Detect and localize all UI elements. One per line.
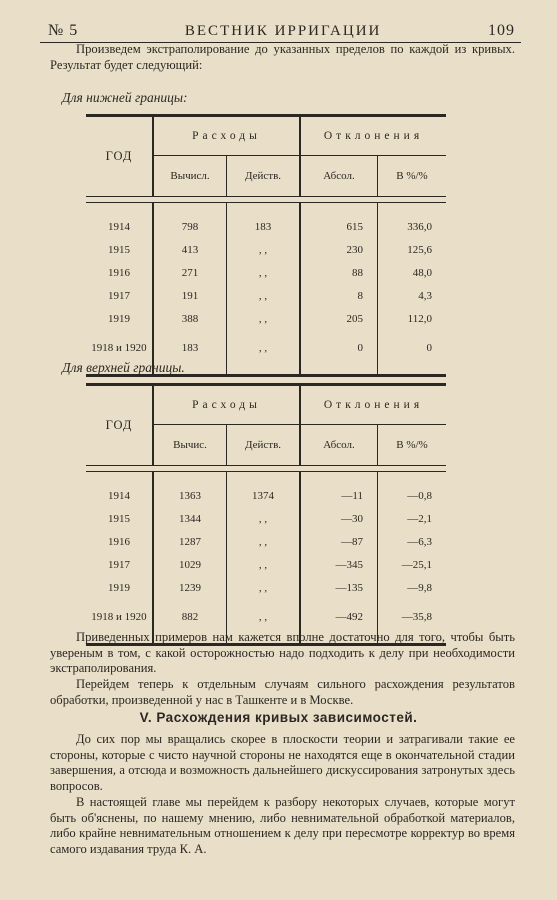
year-cell: 1916 <box>86 261 153 284</box>
percent-header: В %/% <box>396 439 428 451</box>
percent-cell: 0 <box>426 342 432 354</box>
year-cell: 1914 <box>86 215 153 238</box>
page-header <box>48 14 515 40</box>
actual-cell: , , <box>227 284 301 307</box>
percent-cell: —2,1 <box>407 512 432 525</box>
computed-header: Вычис. <box>153 425 227 466</box>
computed-cell: 183 <box>153 330 227 366</box>
absolute-cell: 8 <box>300 284 378 307</box>
computed-cell: 388 <box>153 307 227 330</box>
absolute-cell: —135 <box>300 576 378 599</box>
computed-cell: 798 <box>153 215 227 238</box>
absolute-cell: —11 <box>300 484 378 507</box>
intro-paragraph: Произведем экстраполирование до указанных пределов по каждой из кривых. Результат будет следующий: <box>50 42 515 72</box>
year-cell: 1915 <box>86 507 153 530</box>
year-cell: 1914 <box>86 484 153 507</box>
year-cell: 1918 и 1920 <box>86 599 153 635</box>
actual-cell: 183 <box>227 215 301 238</box>
absolute-header: Абсол. <box>300 156 378 197</box>
table-row <box>86 576 446 599</box>
year-cell: 1917 <box>86 553 153 576</box>
transition-paragraph: Перейдем теперь к отдельным случаям сильного расхождения результатов обработки, произведенной у нас в Ташкенте и в Москве. <box>50 677 515 707</box>
table-row <box>86 307 446 330</box>
year-cell: 1915 <box>86 238 153 261</box>
computed-cell: 1029 <box>153 553 227 576</box>
table-row <box>86 238 446 261</box>
journal-title: ВЕСТНИК ИРРИГАЦИИ <box>184 23 382 39</box>
actual-cell: , , <box>227 507 301 530</box>
year-cell: 1919 <box>86 576 153 599</box>
computed-cell: 1287 <box>153 530 227 553</box>
percent-cell: —35,8 <box>401 611 432 623</box>
table-row <box>86 215 446 238</box>
upper-bound-caption: Для верхней границы. <box>62 360 185 375</box>
lower-bound-table <box>86 114 446 377</box>
issue-number: № 5 <box>48 22 79 39</box>
actual-cell: , , <box>227 553 301 576</box>
absolute-cell: —87 <box>300 530 378 553</box>
year-header: ГОД <box>86 116 153 197</box>
absolute-cell: 230 <box>300 238 378 261</box>
percent-cell: 336,0 <box>407 220 432 233</box>
actual-cell: , , <box>227 599 301 635</box>
deviations-header: Отклонения <box>300 385 446 425</box>
year-cell: 1918 и 1920 <box>86 330 153 366</box>
table-row <box>86 530 446 553</box>
table-row <box>86 507 446 530</box>
actual-header: Действ. <box>227 156 301 197</box>
conclusion-paragraph: Приведенных примеров нам кажется вполне достаточно для того, чтобы быть увереным в том, с какой осторожностью надо подходить к делу при необходимости экстраполирования. <box>50 630 515 675</box>
percent-cell: 4,3 <box>418 289 432 302</box>
percent-header: В %/% <box>396 170 428 182</box>
computed-cell: 1363 <box>153 484 227 507</box>
absolute-cell: —30 <box>300 507 378 530</box>
computed-cell: 882 <box>153 599 227 635</box>
percent-cell: —25,1 <box>401 558 432 571</box>
computed-cell: 191 <box>153 284 227 307</box>
actual-cell: , , <box>227 576 301 599</box>
percent-cell: 112,0 <box>407 312 432 325</box>
actual-cell: , , <box>227 261 301 284</box>
chapter-paragraph-2: В настоящей главе мы перейдем к разбору некоторых случаев, которые могут быть об'яснены, по нашему мнению, либо невнимательной обработкой материалов, либо крайне невнимательным отношением к делу при пересмотре корректур во время самого издавания труда К. А. <box>50 795 515 856</box>
lower-bound-caption: Для нижней границы: <box>62 90 188 105</box>
table-row <box>86 484 446 507</box>
computed-cell: 1239 <box>153 576 227 599</box>
actual-cell: , , <box>227 307 301 330</box>
absolute-cell: 88 <box>300 261 378 284</box>
chapter-paragraph-1: До сих пор мы вращались скорее в плоскости теории и затрагивали такие ее стороны, которые с чисто научной стороны не находятся еще в окончательной стадии завершения, а отсюда и возможность дальнейшего дискуссирования затронутых здесь вопросов. <box>50 732 515 793</box>
percent-cell: —9,8 <box>407 581 432 594</box>
year-header: ГОД <box>86 385 153 466</box>
absolute-cell: 615 <box>300 215 378 238</box>
absolute-cell: 205 <box>300 307 378 330</box>
computed-cell: 413 <box>153 238 227 261</box>
absolute-cell: —345 <box>300 553 378 576</box>
table-row <box>86 284 446 307</box>
year-cell: 1916 <box>86 530 153 553</box>
actual-cell: 1374 <box>227 484 301 507</box>
upper-bound-table <box>86 383 446 646</box>
section-heading: V. Расхождения кривых зависимостей. <box>139 710 418 725</box>
table-row <box>86 553 446 576</box>
actual-cell: , , <box>227 238 301 261</box>
deviations-header: Отклонения <box>300 116 446 156</box>
actual-cell: , , <box>227 530 301 553</box>
percent-cell: 125,6 <box>407 243 432 256</box>
page-number: 109 <box>488 22 515 39</box>
percent-cell: 48,0 <box>412 266 432 279</box>
absolute-header: Абсол. <box>300 425 378 466</box>
year-cell: 1919 <box>86 307 153 330</box>
absolute-cell: —492 <box>300 599 378 635</box>
discharges-header: Расходы <box>153 116 300 156</box>
year-cell: 1917 <box>86 284 153 307</box>
computed-header: Вычисл. <box>153 156 227 197</box>
computed-cell: 1344 <box>153 507 227 530</box>
percent-cell: —6,3 <box>407 535 432 548</box>
table-row <box>86 261 446 284</box>
actual-header: Действ. <box>227 425 301 466</box>
absolute-cell: 0 <box>300 330 378 366</box>
discharges-header: Расходы <box>153 385 300 425</box>
percent-cell: —0,8 <box>407 489 432 502</box>
computed-cell: 271 <box>153 261 227 284</box>
actual-cell: , , <box>227 330 301 366</box>
